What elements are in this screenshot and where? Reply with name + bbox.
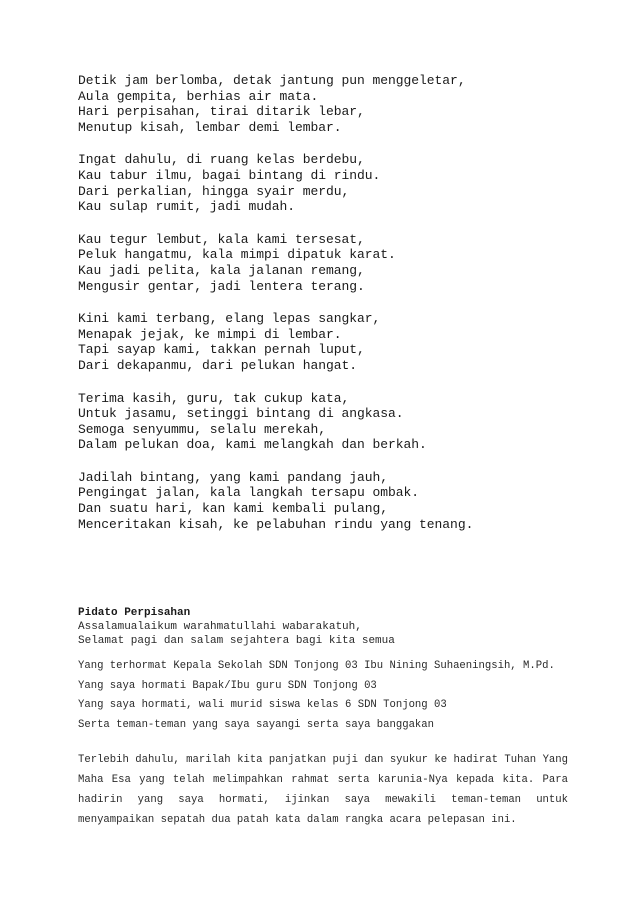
poem-stanza — [78, 391, 598, 453]
poem-line: Menapak jejak, ke mimpi di lembar. — [78, 326, 342, 342]
speech-title: Pidato Perpisahan — [78, 607, 191, 619]
greetings — [78, 620, 568, 648]
poem-line: Dari perkalian, hingga syair merdu, — [78, 183, 350, 199]
speech-paragraph: Terlebih dahulu, marilah kita panjatkan puji dan syukur ke hadirat Tuhan Yang Maha Esa yang telah melimpahkan rahmat serta karunia-Nya kepada kita. Para hadirin yang saya hormati, ijinkan saya mewakili teman-teman untuk menyampaikan sepatah dua patah kata dalam rangka acara pelepasan ini. — [78, 754, 568, 826]
poem-line: Detik jam berlomba, detak jantung pun menggeletar, — [78, 73, 466, 88]
poem-line: Peluk hangatmu, kala mimpi dipatuk karat. — [78, 247, 396, 263]
poem-line: Tapi sayap kami, takkan pernah luput, — [78, 342, 365, 358]
poem-line: Dan suatu hari, kan kami kembali pulang, — [78, 501, 389, 517]
poem-line: Jadilah bintang, yang kami pandang jauh, — [78, 469, 389, 485]
poem-line: Terima kasih, guru, tak cukup kata, — [78, 390, 350, 406]
poem-stanza — [78, 73, 598, 135]
poem-line: Dalam pelukan doa, kami melangkah dan berkah. — [78, 437, 427, 453]
poem — [78, 73, 598, 549]
greeting-line: Assalamualaikum warahmatullahi wabarakatuh, — [78, 621, 362, 633]
address-line: Serta teman-teman yang saya sayangi serta saya banggakan — [78, 718, 435, 731]
poem-line: Kau jadi pelita, kala jalanan remang, — [78, 262, 365, 278]
address-line: Yang terhormat Kepala Sekolah SDN Tonjong 03 Ibu Nining Suhaeningsih, M.Pd. — [78, 660, 555, 672]
greeting-line: Selamat pagi dan salam sejahtera bagi kita semua — [78, 635, 395, 647]
poem-line: Dari dekapanmu, dari pelukan hangat. — [78, 357, 358, 373]
poem-line: Kau sulap rumit, jadi mudah. — [78, 199, 296, 215]
speech-section — [78, 606, 568, 830]
poem-line: Ingat dahulu, di ruang kelas berdebu, — [78, 152, 365, 168]
poem-stanza — [78, 470, 598, 532]
addresses — [78, 657, 568, 735]
address-line: Yang saya hormati Bapak/Ibu guru SDN Tonjong 03 — [78, 679, 377, 692]
poem-line: Kini kami terbang, elang lepas sangkar, — [78, 311, 381, 327]
poem-line: Menutup kisah, lembar demi lembar. — [78, 119, 342, 135]
poem-stanza — [78, 152, 598, 214]
poem-stanza — [78, 232, 598, 294]
poem-line: Pengingat jalan, kala langkah tersapu ombak. — [78, 485, 420, 501]
poem-line: Kau tegur lembut, kala kami tersesat, — [78, 231, 365, 247]
address-line: Yang saya hormati, wali murid siswa kelas 6 SDN Tonjong 03 — [78, 699, 447, 711]
poem-line: Hari perpisahan, tirai ditarik lebar, — [78, 104, 365, 120]
poem-line: Mengusir gentar, jadi lentera terang. — [78, 278, 365, 294]
poem-stanza — [78, 311, 598, 373]
poem-line: Semoga senyummu, selalu merekah, — [78, 421, 327, 437]
poem-line: Kau tabur ilmu, bagai bintang di rindu. — [78, 167, 381, 183]
poem-line: Untuk jasamu, setinggi bintang di angkasa. — [78, 406, 404, 422]
poem-line: Aula gempita, berhias air mata. — [78, 88, 319, 104]
poem-line: Menceritakan kisah, ke pelabuhan rindu yang tenang. — [78, 516, 474, 532]
